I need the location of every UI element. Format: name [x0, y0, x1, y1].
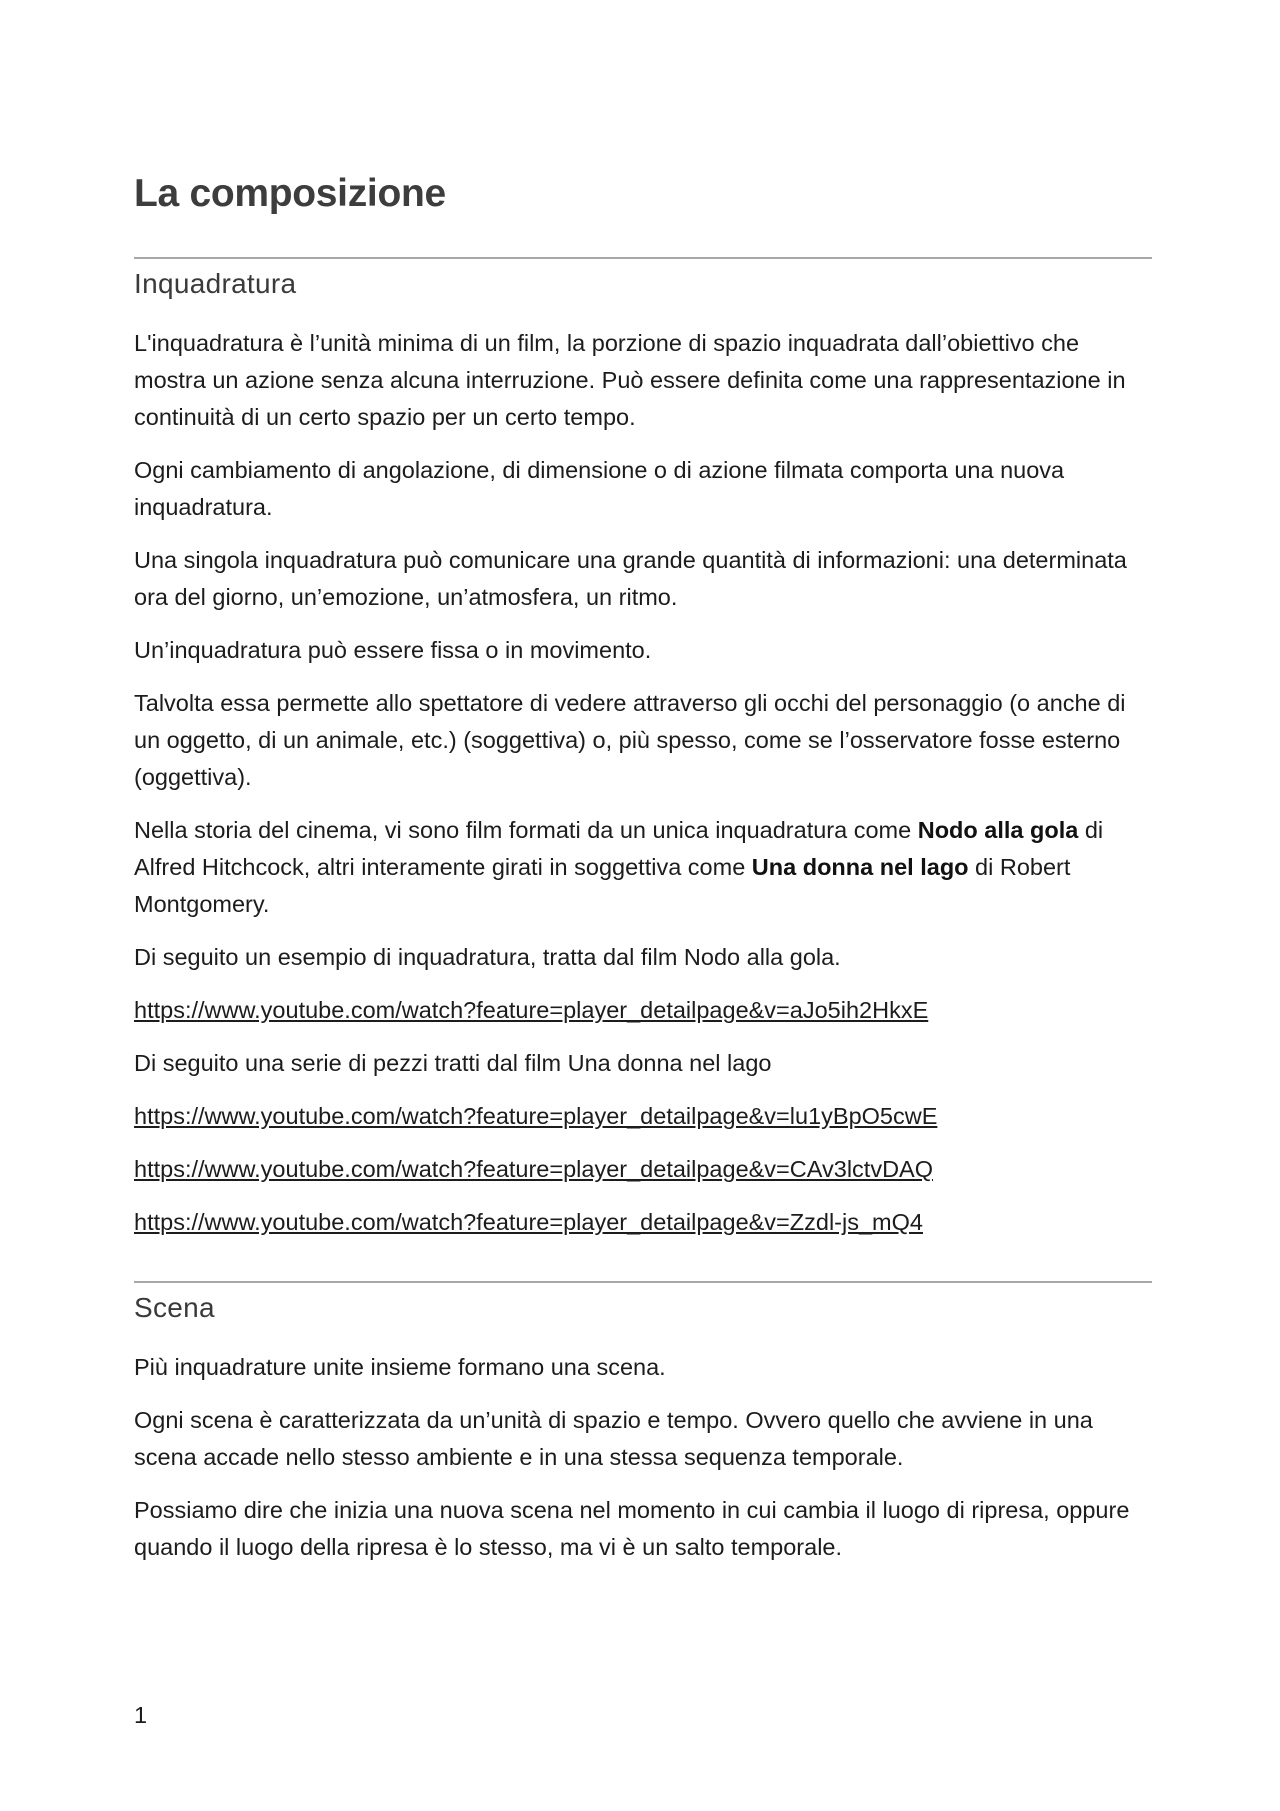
section-divider — [134, 257, 1152, 259]
section-divider — [134, 1281, 1152, 1283]
paragraph: Una singola inquadratura può comunicare una grande quantità di informazioni: una determinata ora del giorno, un’emozione, un’atmosfera, un ritmo. — [134, 547, 1127, 610]
youtube-link-1[interactable]: https://www.youtube.com/watch?feature=player_detailpage&v=aJo5ih2HkxE — [134, 997, 929, 1023]
paragraph: Di seguito un esempio di inquadratura, tratta dal film Nodo alla gola. — [134, 944, 841, 970]
paragraph: Ogni scena è caratterizzata da un’unità di spazio e tempo. Ovvero quello che avviene in una scena accade nello stesso ambiente e in una stessa sequenza temporale. — [134, 1407, 1093, 1470]
paragraph: Un’inquadratura può essere fissa o in movimento. — [134, 637, 652, 663]
text-span: Nella storia del cinema, vi sono film formati da un unica inquadratura come — [134, 817, 918, 843]
link-paragraph — [134, 1098, 1152, 1135]
section-inquadratura-body — [134, 325, 1152, 1257]
paragraph: Talvolta essa permette allo spettatore di vedere attraverso gli occhi del personaggio (o anche di un oggetto, di un animale, etc.) (soggettiva) o, più spesso, come se l’osservatore fosse esterno (oggettiva). — [134, 690, 1126, 790]
heading-inquadratura: Inquadratura — [134, 268, 297, 299]
paragraph: Più inquadrature unite insieme formano una scena. — [134, 1354, 666, 1380]
youtube-link-2[interactable]: https://www.youtube.com/watch?feature=player_detailpage&v=lu1yBpO5cwE — [134, 1103, 938, 1129]
link-paragraph — [134, 1151, 1152, 1188]
link-paragraph — [134, 992, 1152, 1029]
youtube-link-3[interactable]: https://www.youtube.com/watch?feature=player_detailpage&v=CAv3lctvDAQ — [134, 1156, 933, 1182]
film-title-nodo-alla-gola: Nodo alla gola — [917, 817, 1079, 843]
page-number: 1 — [134, 1702, 148, 1728]
paragraph-films — [134, 812, 1152, 923]
paragraph: Possiamo dire che inizia una nuova scena nel momento in cui cambia il luogo di ripresa, oppure quando il luogo della ripresa è lo stesso, ma vi è un salto temporale. — [134, 1497, 1130, 1560]
page-title: La composizione — [134, 172, 446, 215]
text-span: di Alfred Hitchcock, altri interamente girati in soggettiva come — [134, 817, 1104, 880]
text-span: di Robert Montgomery. — [134, 854, 1071, 917]
heading-scena: Scena — [134, 1292, 215, 1323]
paragraph: L'inquadratura è l’unità minima di un film, la porzione di spazio inquadrata dall’obiettivo che mostra un azione senza alcuna interruzione. Può essere definita come una rappresentazione in continuità di un certo spazio per un certo tempo. — [134, 330, 1126, 430]
youtube-link-4[interactable]: https://www.youtube.com/watch?feature=player_detailpage&v=Zzdl-js_mQ4 — [134, 1209, 923, 1235]
paragraph: Di seguito una serie di pezzi tratti dal film Una donna nel lago — [134, 1050, 772, 1076]
section-scena-body — [134, 1349, 1152, 1582]
paragraph: Ogni cambiamento di angolazione, di dimensione o di azione filmata comporta una nuova inquadratura. — [134, 457, 1065, 520]
film-title-una-donna-nel-lago: Una donna nel lago — [751, 854, 969, 880]
link-paragraph — [134, 1204, 1152, 1241]
